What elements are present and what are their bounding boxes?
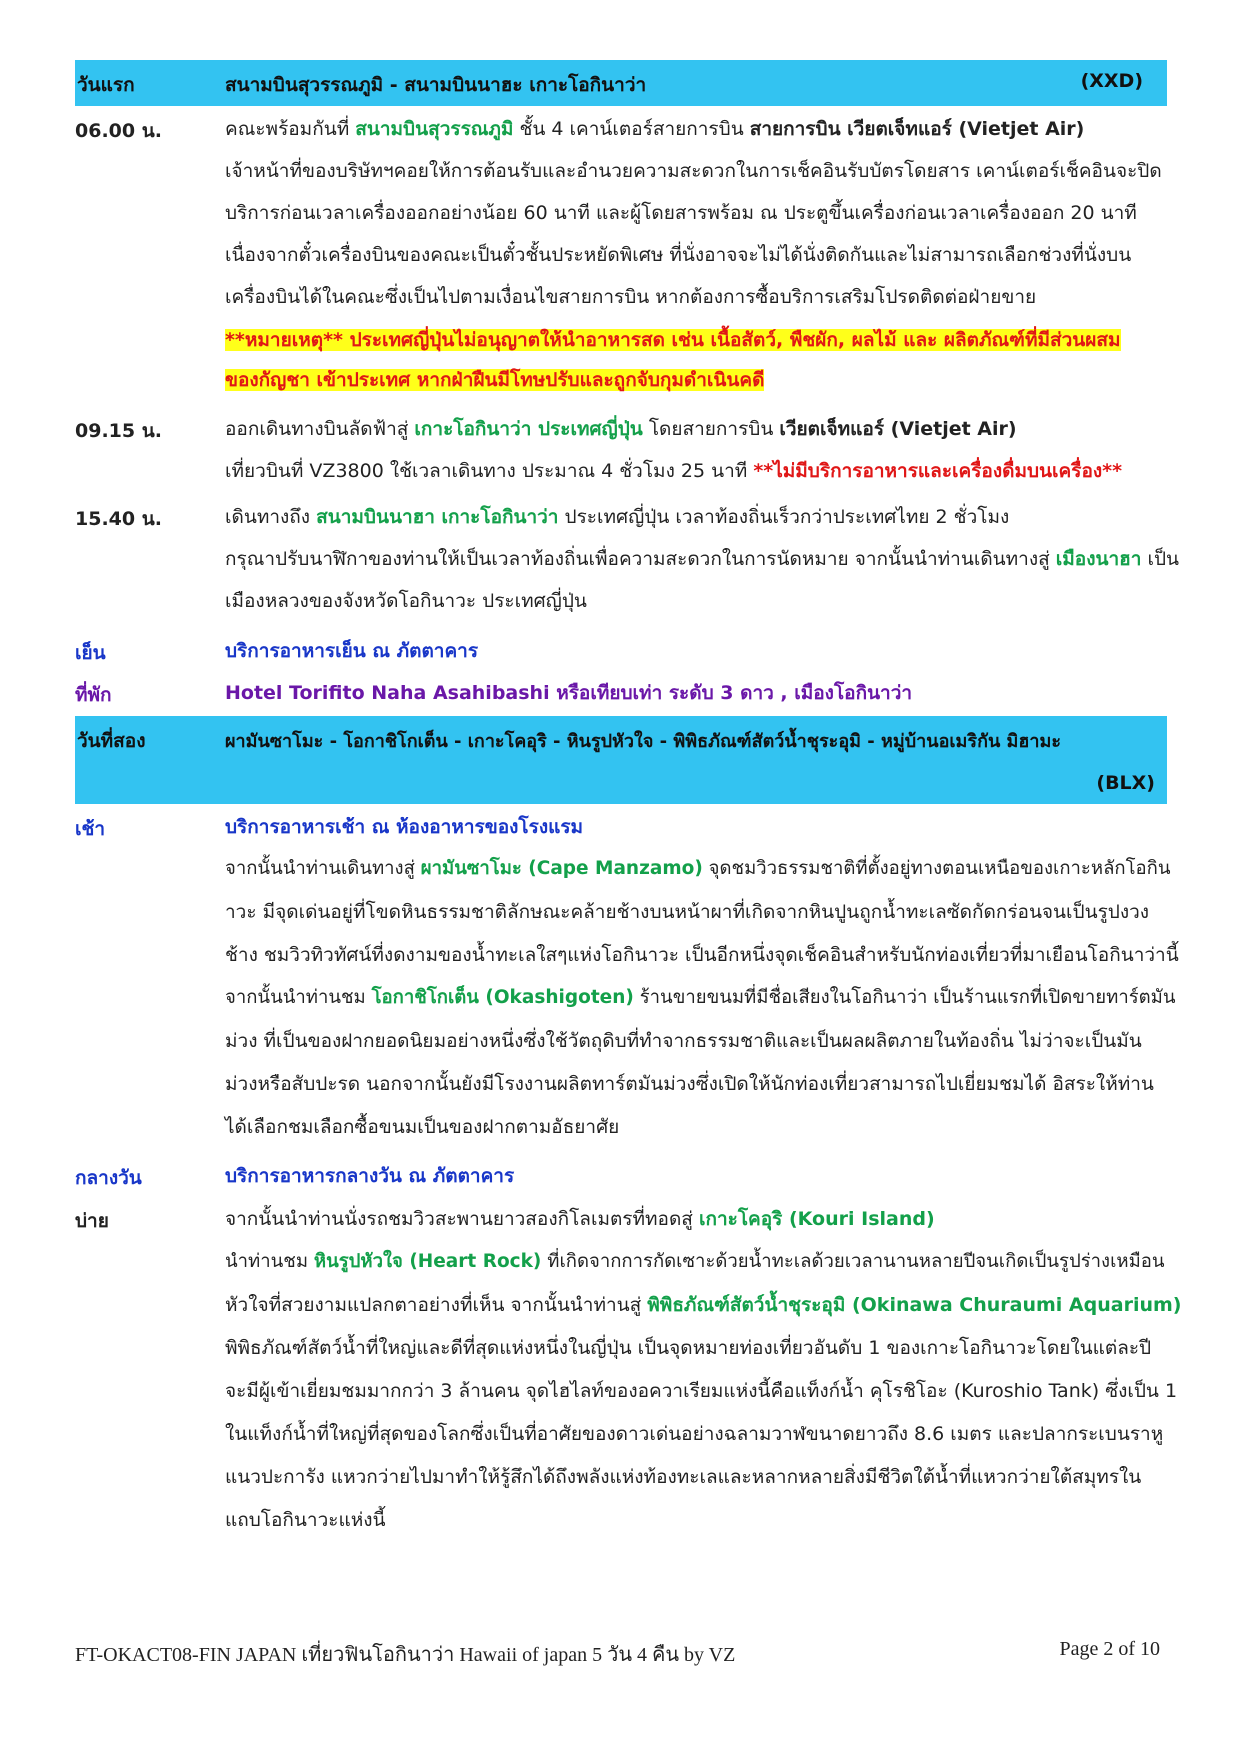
- text-line: [225, 408, 1017, 450]
- text-line: บริการก่อนเวลาเครื่องออกอย่างน้อย 60 นาที และผู้โดยสารพร้อม ณ ประตูขึ้นเครื่องก่อนเวลาเครื่องออก 20 นาที: [225, 202, 1137, 224]
- import-notice: [75, 320, 1167, 404]
- text-part: ชั้น 4 เคาน์เตอร์สายการบิน: [513, 118, 750, 140]
- hotel-row: [75, 672, 1167, 712]
- text-line: [225, 450, 1122, 492]
- place-name: โอกาชิโกเต็น (Okashigoten): [371, 987, 634, 1008]
- text-line: [225, 1241, 1165, 1283]
- notice-line: **หมายเหตุ** ประเทศญี่ปุ่นไม่อนุญาตให้นำอาหารสด เช่น เนื้อสัตว์, พืชผัก, ผลไม้ และ ผลิตภัณฑ์ที่มีส่วนผสม: [225, 329, 1121, 351]
- text-line: ในแท็งก์น้ำที่ใหญ่ที่สุดของโลกซึ่งเป็นที่อาศัยของดาวเด่นอย่างฉลามวาฬขนาดยาวถึง 8.6 เมตร และปลากระเบนราหู: [225, 1423, 1164, 1445]
- dinner-text: บริการอาหารเย็น ณ ภัตตาคาร: [225, 640, 479, 662]
- notice-line: ของกัญชา เข้าประเทศ หากฝ่าฝืนมีโทษปรับและถูกจับกุมดำเนินคดี: [225, 369, 765, 391]
- text-line: [225, 977, 1176, 1019]
- place-name: พิพิธภัณฑ์สัตว์น้ำชุระอุมิ (Okinawa Churaumi Aquarium): [647, 1294, 1182, 1316]
- text-line: าวะ มีจุดเด่นอยู่ที่โขดหินธรรมชาติลักษณะคล้ายช้างบนหน้าผาที่เกิดจากหินปูนถูกน้ำทะเลซัดกัดกร่อนจนเป็นรูปงวง: [225, 901, 1150, 923]
- text-line: ม่วงหรือสับปะรด นอกจากนั้นยังมีโรงงานผลิตทาร์ตมันม่วงซึ่งเปิดให้นักท่องเที่ยวสามารถไปเยี่ยมชมได้ อิสระให้ท่าน: [225, 1073, 1154, 1095]
- schedule-1540: [75, 496, 1179, 622]
- text-part: โดยสายการบิน: [642, 418, 780, 440]
- day2-title: ผามันซาโมะ - โอกาชิโกเต็น - เกาะโคอุริ - หินรูปหัวใจ - พิพิธภัณฑ์สัตว์น้ำชุระอุมิ - หมู่บ้านอเมริกัน มิฮามะ: [225, 731, 1062, 752]
- day1-meal-code: (XXD): [1080, 70, 1143, 92]
- place-name: ผามันซาโมะ (Cape Manzamo): [420, 858, 703, 879]
- no-meal-notice: **ไม่มีบริการอาหารและเครื่องดื่มบนเครื่อง**: [753, 460, 1123, 482]
- text-part: หัวใจที่สวยงามแปลกตาอย่างที่เห็น จากนั้นนำท่านสู่: [225, 1294, 648, 1316]
- footer-document-id: FT-OKACT08-FIN JAPAN เที่ยวฟินโอกินาว่า Hawaii of japan 5 วัน 4 คืน by VZ: [75, 1644, 736, 1666]
- breakfast-text: บริการอาหารเช้า ณ ห้องอาหารของโรงแรม: [225, 816, 584, 838]
- text-line: [225, 496, 1009, 538]
- text-part: ออกเดินทางบินลัดฟ้าสู่: [225, 418, 415, 440]
- text-part: ที่เกิดจากการกัดเซาะด้วยน้ำทะเลด้วยเวลานานหลายปีจนเกิดเป็นรูปร่างเหมือน: [541, 1251, 1165, 1272]
- text-line: เนื่องจากตั๋วเครื่องบินของคณะเป็นตั๋วชั้นประหยัดพิเศษ ที่นั่งอาจจะไม่ได้นั่งติดกันและไม่สามารถเลือกช่วงที่นั่งบน: [225, 244, 1132, 266]
- morning-activities: [75, 848, 1179, 1148]
- text-line: ม่วง ที่เป็นของฝากยอดนิยมอย่างหนึ่งซึ่งใช้วัตถุดิบที่ทำจากธรรมชาติและเป็นผลผลิตภายในท้องถิ่น ไม่ว่าจะเป็นมัน: [225, 1030, 1142, 1052]
- place-name: เมืองนาฮา: [1055, 548, 1142, 570]
- time-label: 06.00 น.: [75, 120, 162, 142]
- text-line: เจ้าหน้าที่ของบริษัทฯคอยให้การต้อนรับและอำนวยความสะดวกในการเช็คอินรับบัตรโดยสาร เคาน์เตอร์เช็คอินจะปิด: [225, 160, 1162, 182]
- text-part: จากนั้นนำท่านเดินทางสู่: [225, 858, 421, 879]
- hotel-text: Hotel Torifito Naha Asahibashi หรือเทียบเท่า ระดับ 3 ดาว , เมืองโอกินาว่า: [225, 682, 913, 704]
- text-part: เที่ยวบินที่ VZ3800 ใช้เวลาเดินทาง ประมาณ 4 ชั่วโมง 25 นาที: [225, 460, 754, 482]
- lunch-row: [75, 1155, 1167, 1195]
- text-part: กรุณาปรับนาฬิกาของท่านให้เป็นเวลาท้องถิ่นเพื่อความสะดวกในการนัดหมาย จากนั้นนำท่านเดินทางสู่: [225, 548, 1056, 570]
- text-line: ช้าง ชมวิวทิวทัศน์ที่งดงามของน้ำทะเลใสๆแห่งโอกินาวะ เป็นอีกหนึ่งจุดเช็คอินสำหรับนักท่องเที่ยวที่มาเยือนโอกินาว่านี้: [225, 944, 1179, 966]
- footer-page-number: Page 2 of 10: [1059, 1638, 1160, 1660]
- text-line: [225, 1198, 935, 1240]
- text-line: [225, 848, 1171, 890]
- text-line: ได้เลือกชมเลือกซื้อขนมเป็นของฝากตามอัธยาศัย: [225, 1116, 620, 1138]
- text-line: [225, 108, 1084, 150]
- text-part: จุดชมวิวธรรมชาติที่ตั้งอยู่ทางตอนเหนือของเกาะหลักโอกิน: [702, 858, 1171, 879]
- afternoon-activities: [75, 1198, 1182, 1548]
- day2-label: วันที่สอง: [77, 730, 146, 752]
- text-line: จะมีผู้เข้าเยี่ยมชมมากกว่า 3 ล้านคน จุดไฮไลท์ของอควาเรียมแห่งนี้คือแท็งก์น้ำ คุโรชิโอะ (Kuroshio Tank) ซึ่งเป็น 1: [225, 1380, 1178, 1402]
- place-name: สนามบินสุวรรณภูมิ: [355, 118, 514, 140]
- time-label: 15.40 น.: [75, 508, 162, 530]
- day1-label: วันแรก: [77, 74, 135, 96]
- place-name: สนามบินนาฮา เกาะโอกินาว่า: [316, 506, 559, 528]
- schedule-0915: [75, 408, 1167, 492]
- text-part: คณะพร้อมกันที่: [225, 118, 356, 140]
- text-part: เป็น: [1141, 548, 1179, 570]
- day2-meal-code: (BLX): [1096, 772, 1155, 794]
- meal-label: กลางวัน: [75, 1167, 142, 1189]
- airline-name: สายการบิน เวียตเจ็ทแอร์ (Vietjet Air): [749, 118, 1085, 140]
- text-line: เครื่องบินได้ในคณะซึ่งเป็นไปตามเงื่อนไขสายการบิน หากต้องการซื้อบริการเสริมโปรดติดต่อฝ่ายขาย: [225, 286, 1037, 308]
- text-part: จากนั้นนำท่านนั่งรถชมวิวสะพานยาวสองกิโลเมตรที่ทอดสู่: [225, 1208, 699, 1230]
- text-line: [225, 538, 1179, 580]
- text-part: จากนั้นนำท่านชม: [225, 987, 372, 1008]
- dinner-row: [75, 630, 1167, 670]
- place-name: เกาะโคอุริ (Kouri Island): [698, 1208, 935, 1230]
- text-part: เดินทางถึง: [225, 506, 317, 528]
- airline-name: เวียตเจ็ทแอร์ (Vietjet Air): [779, 418, 1017, 440]
- text-line: เมืองหลวงของจังหวัดโอกินาวะ ประเทศญี่ปุ่น: [225, 590, 587, 612]
- time-label: 09.15 น.: [75, 420, 162, 442]
- text-line: แถบโอกินาวะแห่งนี้: [225, 1509, 386, 1531]
- day1-header: [75, 60, 1167, 106]
- lunch-text: บริการอาหารกลางวัน ณ ภัตตาคาร: [225, 1165, 515, 1187]
- text-part: ประเทศญี่ปุ่น เวลาท้องถิ่นเร็วกว่าประเทศไทย 2 ชั่วโมง: [558, 506, 1010, 528]
- afternoon-label: บ่าย: [75, 1210, 109, 1232]
- place-name: หินรูปหัวใจ (Heart Rock): [313, 1251, 542, 1272]
- text-part: ร้านขายขนมที่มีชื่อเสียงในโอกินาว่า เป็นร้านแรกที่เปิดขายทาร์ตมัน: [633, 987, 1176, 1008]
- text-line: แนวปะการัง แหวกว่ายไปมาทำให้รู้สึกได้ถึงพลังแห่งท้องทะเลและหลากหลายสิ่งมีชีวิตใต้น้ำที่แหวกว่ายใต้สมุทรใน: [225, 1466, 1142, 1488]
- day1-title: สนามบินสุวรรณภูมิ - สนามบินนาฮะ เกาะโอกินาว่า: [225, 74, 647, 96]
- text-line: [225, 1284, 1181, 1326]
- day2-header: [75, 716, 1167, 804]
- meal-label: เช้า: [75, 818, 106, 840]
- place-name: เกาะโอกินาว่า ประเทศญี่ปุ่น: [414, 418, 643, 440]
- breakfast-row: [75, 806, 1167, 846]
- hotel-label: ที่พัก: [75, 684, 112, 706]
- meal-label: เย็น: [75, 642, 106, 664]
- text-line: พิพิธภัณฑ์สัตว์น้ำที่ใหญ่และดีที่สุดแห่งหนึ่งในญี่ปุ่น เป็นจุดหมายท่องเที่ยวอันดับ 1 ของเกาะโอกินาวะโดยในแต่ละปี: [225, 1337, 1152, 1359]
- text-part: นำท่านชม: [225, 1251, 314, 1272]
- schedule-0600: [75, 108, 1167, 318]
